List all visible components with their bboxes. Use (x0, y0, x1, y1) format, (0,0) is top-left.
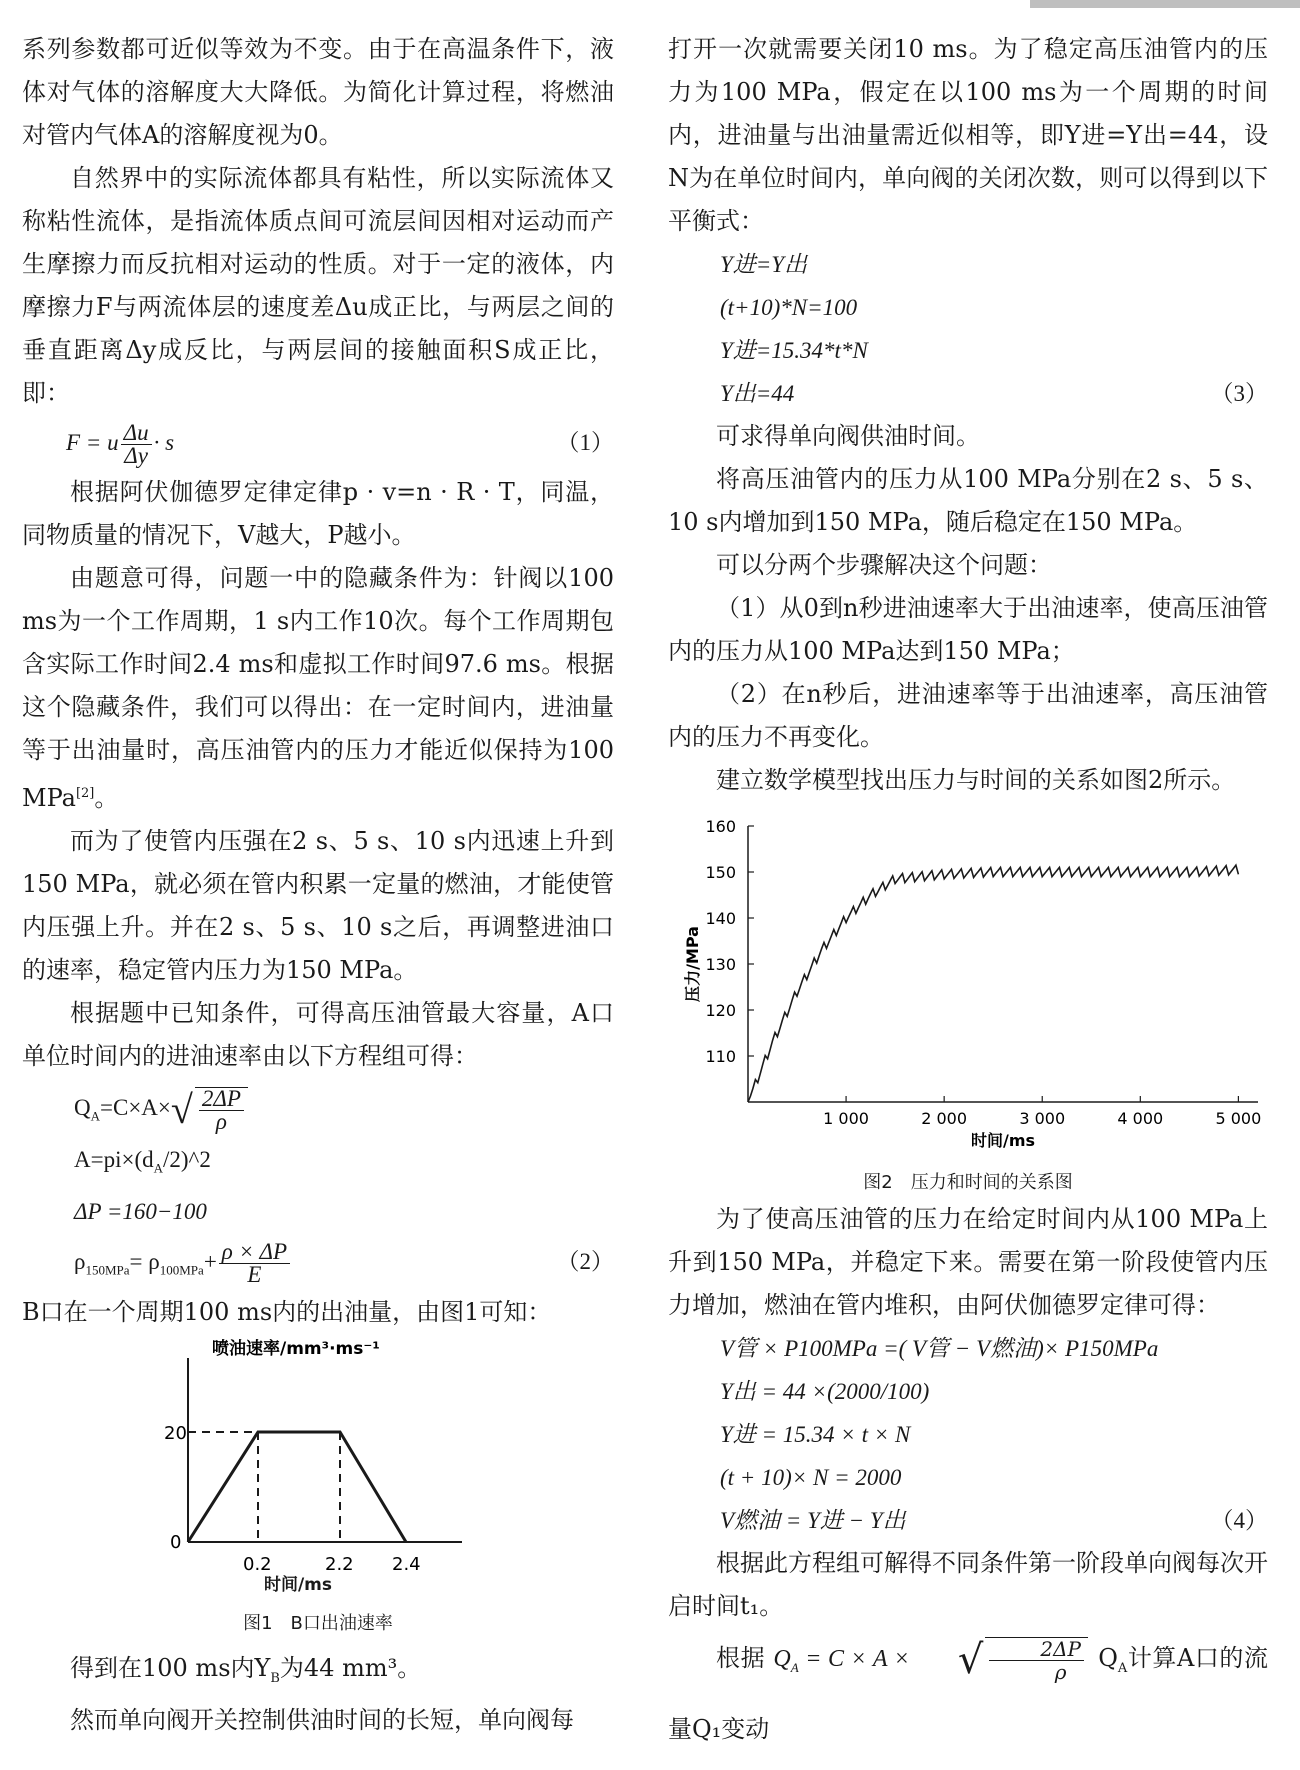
fig1-xtick: 2.4 (392, 1553, 421, 1575)
paragraph: 可以分两个步骤解决这个问题： (716, 551, 1052, 579)
eq4-line: (t + 10)× N = 2000 (720, 1465, 902, 1490)
paragraph: 然而单向阀开关控制供油时间的长短，单向阀每 (70, 1706, 574, 1735)
equation-4 (668, 1327, 1268, 1542)
eq2-rho: ρ (74, 1248, 86, 1274)
fig1-ytick: 20 (164, 1422, 187, 1444)
right-column (668, 28, 1268, 1759)
paragraph (668, 1628, 1268, 1759)
eq2-line-1 (22, 1078, 614, 1138)
inline-formula: $Q_A = C \times A$ × (773, 1646, 910, 1675)
inline-fraction (985, 1637, 1088, 1683)
eq3-line: Y进=15.34*t*N (720, 338, 868, 363)
citation-ref: [2] (75, 786, 95, 801)
eq1-num: Δu (121, 422, 152, 445)
eq2-line-2 (22, 1138, 614, 1190)
eq1-tail: · s (153, 430, 175, 455)
eq3-line: (t+10)*N=100 (720, 295, 858, 320)
y-tick-label: 150 (705, 863, 736, 882)
paragraph-text: 计算A口的流量Q₁变动 (668, 1644, 1268, 1743)
x-tick-label: 1 000 (823, 1109, 869, 1128)
eq3-line: Y进=Y出 (720, 252, 808, 277)
y-tick-label: 160 (705, 817, 736, 836)
paragraph-text: 为44 mm³。 (279, 1653, 422, 1682)
paragraph: 根据阿伏伽德罗定律定律p · v=n · R · T，同温，同物质量的情况下，V越大，P越小。 (22, 478, 614, 549)
paragraph: 系列参数都可近似等效为不变。由于在高温条件下，液体对气体的溶解度大大降低。为简化计算过程，将燃油对管内气体A的溶解度视为0。 (22, 35, 614, 149)
fig1-ylabel: 喷油速率/mm³·ms⁻¹ (212, 1338, 380, 1359)
eq1-den: Δy (124, 443, 148, 469)
fig1-ytick: 0 (170, 1531, 182, 1553)
paragraph-text: 根据 (716, 1644, 766, 1672)
paragraph (22, 557, 614, 820)
eq2-sqrt-fraction (195, 1087, 248, 1133)
equation-number: （4） (1210, 1508, 1268, 1533)
equation-number: （3） (1210, 381, 1268, 406)
eq2-l4-num: ρ × ΔP (219, 1241, 290, 1264)
eq2-line-4 (22, 1233, 614, 1291)
eq2-mid: =C×A× (100, 1095, 171, 1120)
eq2-line-3: ΔP =160−100 (74, 1198, 207, 1224)
paragraph: 根据此方程组可解得不同条件第一阶段单向阀每次开启时间t₁。 (668, 1549, 1268, 1620)
eq2-den: ρ (215, 1108, 227, 1134)
eq2-rho-b: = ρ (129, 1248, 160, 1274)
paragraph: 而为了使管内压强在2 s、5 s、10 s内迅速上升到150 MPa，就必须在管内积累一定量的燃油，才能使管内压强上升。并在2 s、5 s、10 s之后，再调整进油口的速率，稳定管内压力为150 MPa。 (22, 827, 614, 984)
x-tick-label: 5 000 (1215, 1109, 1262, 1128)
fig1-rate-line (188, 1432, 406, 1542)
series-line-pressure (748, 865, 1238, 1102)
paragraph-text: 得到在100 ms内Y (70, 1653, 271, 1682)
y-axis-label: 压力/MPa (683, 926, 702, 1002)
eq2-fraction (219, 1238, 290, 1287)
y-tick-label: 140 (705, 909, 736, 928)
x-tick-label: 4 000 (1117, 1109, 1164, 1128)
inline-num: 2ΔP (989, 1638, 1084, 1661)
eq2-a-post: /2)^2 (163, 1147, 211, 1172)
paragraph: 将高压油管内的压力从100 MPa分别在2 s、5 s、10 s内增加到150 MPa，随后稳定在150 MPa。 (668, 465, 1268, 536)
paragraph-end: 。 (94, 784, 119, 812)
paragraph: 可求得单向阀供油时间。 (716, 422, 980, 450)
equation-number: （1） (556, 430, 614, 455)
eq2-a: A=pi×(d (74, 1147, 154, 1172)
equation-1 (22, 415, 614, 471)
inline-den: ρ (1054, 1659, 1067, 1684)
eq4-line: Y出 = 44 ×(2000/100) (720, 1379, 930, 1404)
fig1-xtick: 2.2 (325, 1553, 354, 1575)
paragraph: 根据题中已知条件，可得高压油管最大容量，A口单位时间内的进油速率由以下方程组可得： (22, 999, 614, 1070)
left-column (22, 28, 614, 1742)
eq4-line (668, 1499, 1268, 1542)
eq2-q-sub: A (90, 1108, 101, 1124)
inline-formula-q: $Q_A$ (1098, 1644, 1128, 1676)
equation-2 (22, 1078, 614, 1291)
paragraph: 自然界中的实际流体都具有粘性，所以实际流体又称粘性流体，是指流体质点间可流层间因相对运动而产生摩擦力而反抗相对运动的性质。对于一定的液体，内摩擦力F与两流体层的速度差Δu成正比，与两层之间的垂直距离Δy成反比，与两层间的接触面积S成正比，即： (22, 164, 614, 407)
eq4-line: V管 × P100MPa =( V管 − V燃油)× P150MPa (720, 1336, 1159, 1361)
paragraph: 为了使高压油管的压力在给定时间内从100 MPa上升到150 MPa，并稳定下来。需要在第一阶段使管内压力增加，燃油在管内堆积，由阿伏伽德罗定律可得： (668, 1205, 1268, 1319)
eq2-q: Q (74, 1095, 91, 1120)
x-axis-label: 时间/ms (970, 1131, 1036, 1150)
eq2-num: 2ΔP (199, 1088, 244, 1111)
sqrt-sign: √ $\frac{2\Delta P}{\rho}$ (910, 1637, 1090, 1683)
figure-2 (668, 802, 1268, 1162)
paragraph-text: 由题意可得，问题一中的隐藏条件为：针阀以100 ms为一个工作周期，1 s内工作10次。每个工作周期包含实际工作时间2.4 ms和虚拟工作时间97.6 ms。根据这个隐藏条件，我们可以得出：在一定时间内，进油量等于出油量时，高压油管内的压力才能近似保持为100 MPa (22, 564, 614, 812)
paragraph (22, 1647, 614, 1700)
figure-1-svg (22, 1334, 614, 1586)
page-top-bar (1030, 0, 1300, 8)
paragraph: （2）在n秒后，进油速率等于出油速率，高压油管内的压力不再变化。 (668, 680, 1268, 751)
equation-number: （2） (556, 1248, 614, 1274)
x-tick-label: 2 000 (921, 1109, 968, 1128)
y-tick-label: 130 (705, 955, 736, 974)
y-tick-label: 120 (705, 1001, 736, 1020)
fig1-xlabel: 时间/ms (263, 1574, 333, 1595)
paragraph: B口在一个周期100 ms内的出油量，由图1可知： (22, 1297, 552, 1326)
figure-1-caption: 图1 B口出油速率 (243, 1612, 393, 1634)
eq3-text: Y出=44 (720, 381, 795, 406)
paragraph: 建立数学模型找出压力与时间的关系如图2所示。 (716, 766, 1236, 794)
eq4-text: V燃油 = Y进 − Y出 (720, 1508, 906, 1533)
chart-svg (668, 802, 1268, 1162)
eq2-rho-sub1: 150MPa (85, 1262, 130, 1278)
figure-1 (22, 1334, 614, 1586)
sqrt-sign: √ $\frac{2\Delta P}{\rho}$ (171, 1087, 250, 1133)
figure-2-caption: 图2 压力和时间的关系图 (863, 1172, 1073, 1193)
eq2-a-sub: A (153, 1160, 163, 1176)
eq1-fraction (121, 422, 152, 467)
y-tick-label: 110 (705, 1047, 736, 1066)
eq3-line (668, 372, 1268, 415)
paragraph: （1）从0到n秒进油速率大于出油速率，使高压油管内的压力从100 MPa达到150 MPa； (668, 594, 1268, 665)
fig1-xtick: 0.2 (243, 1553, 272, 1575)
eq2-l4-den: E (247, 1261, 262, 1287)
eq2-rho-sub2: 100MPa (159, 1262, 204, 1278)
eq2-plus: + (203, 1248, 217, 1274)
x-tick-label: 3 000 (1019, 1109, 1066, 1128)
paragraph-sub: B (270, 1670, 280, 1686)
eq4-line: Y进 = 15.34 × t × N (720, 1422, 911, 1447)
eq1-lhs: F = u (66, 430, 119, 455)
paragraph: 打开一次就需要关闭10 ms。为了稳定高压油管内的压力为100 MPa，假定在以100 ms为一个周期的时间内，进油量与出油量需近似相等，即Y进=Y出=44，设N为在单位时间内，单向阀的关闭次数，则可以得到以下平衡式： (668, 35, 1268, 235)
equation-3 (668, 243, 1268, 415)
